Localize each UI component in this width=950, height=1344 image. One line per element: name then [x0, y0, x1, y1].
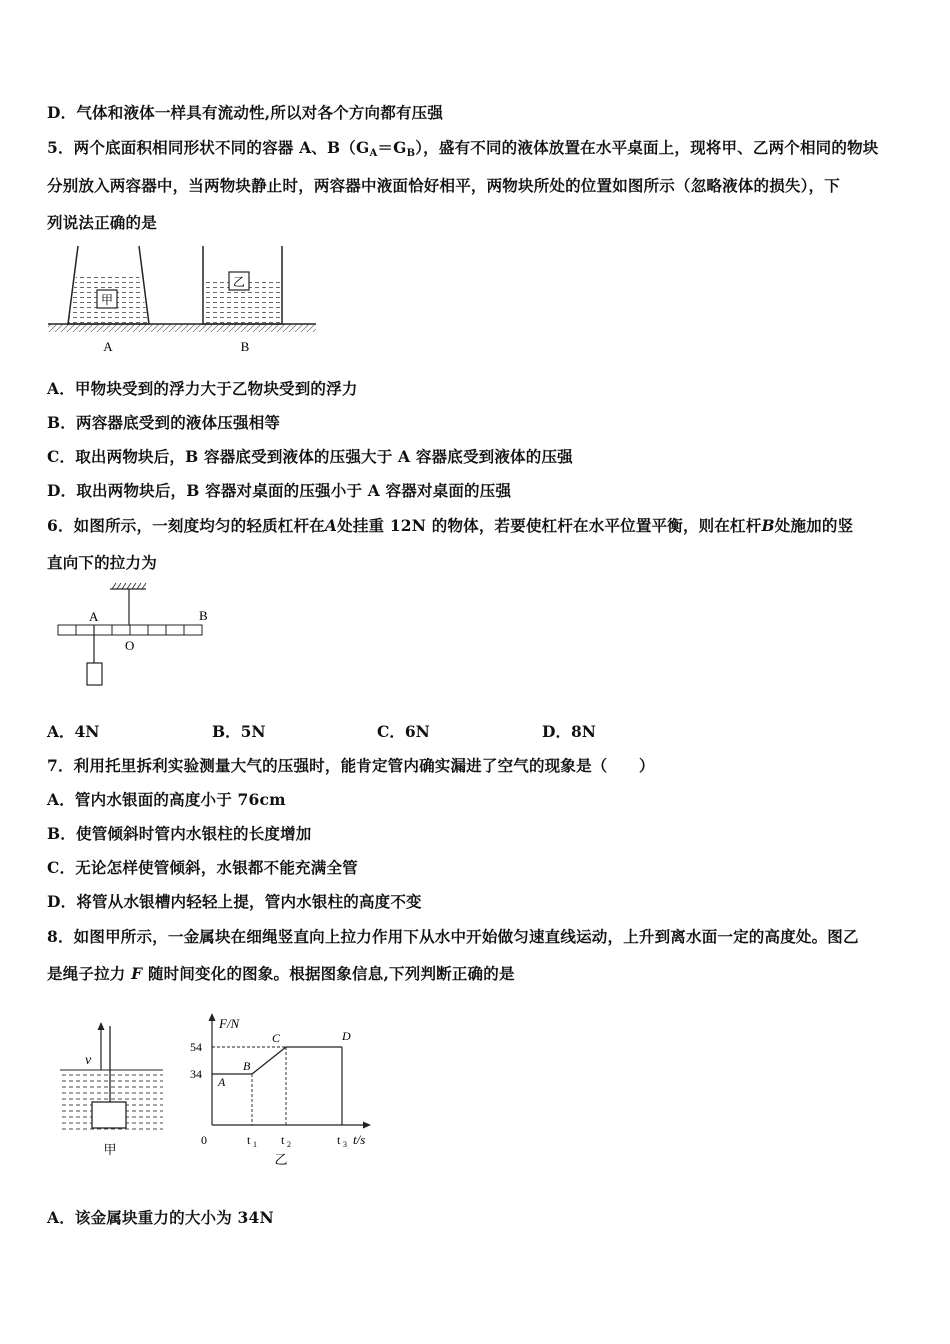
ceiling-hatch	[112, 583, 146, 589]
q4-option-d: D．气体和液体一样具有流动性,所以对各个方向都有压强	[47, 103, 444, 122]
q6-figure	[50, 580, 220, 695]
velocity-arrow-head	[98, 1022, 105, 1030]
q6-stem-line-2: 直向下的拉力为	[47, 553, 157, 572]
q5-option-a: A．甲物块受到的浮力大于乙物块受到的浮力	[47, 379, 358, 398]
q7-option-a: A．管内水银面的高度小于 76cm	[47, 790, 286, 809]
x-axis-label: t/s	[353, 1132, 366, 1147]
subscript-a: A	[369, 148, 378, 159]
q5-stem-text: ＝G	[377, 138, 407, 157]
q6-stem-text: 处挂重 12N 的物体，若要使杠杆在水平位置平衡，则在杠杆	[337, 516, 762, 535]
table-surface	[48, 324, 316, 332]
block-jia-label: 甲	[100, 293, 114, 307]
point-label: C	[272, 1031, 281, 1045]
chart-layer	[190, 1029, 351, 1149]
caption-yi: 乙	[274, 1152, 288, 1167]
x-axis-arrow	[363, 1122, 371, 1129]
q7-stem: 7．利用托里拆利实验测量大气的压强时，能肯定管内确实漏进了空气的现象是（ ）	[47, 756, 655, 775]
y-axis-arrow	[209, 1013, 216, 1021]
origin-label: 0	[201, 1133, 207, 1147]
y-axis-label: F/N	[219, 1016, 240, 1031]
q6-stem-text: 处施加的竖	[774, 516, 854, 535]
q6-option-b: B．5N	[212, 722, 266, 741]
velocity-label: v	[85, 1053, 92, 1068]
weight-block	[87, 663, 102, 685]
q5-figure	[45, 240, 320, 360]
q7-option-d: D．将管从水银槽内轻轻上提，管内水银柱的高度不变	[47, 892, 422, 911]
y-tick-label: 34	[190, 1067, 202, 1081]
block-yi-label: 乙	[232, 275, 246, 289]
lever-label-o: O	[125, 638, 135, 653]
x-tick-label: t	[337, 1133, 341, 1147]
q8-option-a: A．该金属块重力的大小为 34N	[47, 1208, 274, 1227]
q6-option-c: C．6N	[377, 722, 430, 741]
point-label: B	[243, 1059, 251, 1073]
q7-option-c: C．无论怎样使管倾斜，水银都不能充满全管	[47, 858, 358, 877]
q8-stem-text: 是绳子拉力	[47, 964, 126, 983]
q6-option-d: D．8N	[542, 722, 596, 741]
y-tick-label: 54	[190, 1040, 202, 1054]
container-b-label: B	[240, 339, 250, 354]
var-b: B	[761, 516, 775, 535]
q8-chart	[185, 1010, 385, 1170]
q5-stem-text: ），盛有不同的液体放置在水平桌面上，现将甲、乙两个相同的物块	[415, 138, 879, 157]
q5-option-d: D．取出两物块后，B 容器对桌面的压强小于 A 容器对桌面的压强	[47, 481, 512, 500]
q6-stem-line-1	[47, 514, 853, 536]
q8-figure-jia	[55, 1018, 170, 1163]
lever-label-b: B	[199, 608, 208, 623]
q5-stem-line-1	[47, 136, 878, 159]
q7-option-b: B．使管倾斜时管内水银柱的长度增加	[47, 824, 312, 843]
container-a-label: A	[103, 339, 113, 354]
q5-stem-line-2: 分别放入两容器中，当两物块静止时，两容器中液面恰好相平，两物块所处的位置如图所示（忽略液体的损失），下	[47, 176, 840, 195]
var-f: F	[131, 964, 143, 983]
x-tick-subscript: 1	[253, 1140, 257, 1149]
q5-option-c: C．取出两物块后，B 容器底受到液体的压强大于 A 容器底受到液体的压强	[47, 447, 573, 466]
x-tick-subscript: 3	[343, 1140, 347, 1149]
lever-bar	[58, 625, 202, 635]
point-label: A	[218, 1075, 226, 1089]
subscript-b: B	[406, 148, 416, 159]
q6-stem-text: 6．如图所示，一刻度均匀的轻质杠杆在	[47, 516, 325, 535]
metal-block	[92, 1102, 126, 1128]
series-line-f	[212, 1047, 342, 1074]
q6-option-a: A．4N	[47, 722, 100, 741]
q8-stem-line-2	[47, 962, 515, 984]
q5-stem-line-3: 列说法正确的是	[47, 213, 157, 232]
x-tick-label: t	[281, 1133, 285, 1147]
point-label: D	[342, 1029, 351, 1043]
q8-stem-text: 随时间变化的图象。根据图象信息,下列判断正确的是	[147, 964, 515, 983]
var-a: A	[324, 516, 338, 535]
lever-label-a: A	[89, 609, 99, 624]
x-tick-subscript: 2	[287, 1140, 291, 1149]
q8-stem-line-1: 8．如图甲所示，一金属块在细绳竖直向上拉力作用下从水中开始做匀速直线运动，上升到离水面一定的高度处。图乙	[47, 927, 859, 946]
q5-option-b: B．两容器底受到的液体压强相等	[47, 413, 281, 432]
caption-jia: 甲	[103, 1142, 117, 1157]
x-tick-label: t	[247, 1133, 251, 1147]
q5-stem-text: 5．两个底面积相同形状不同的容器 A、B（G	[47, 138, 370, 157]
